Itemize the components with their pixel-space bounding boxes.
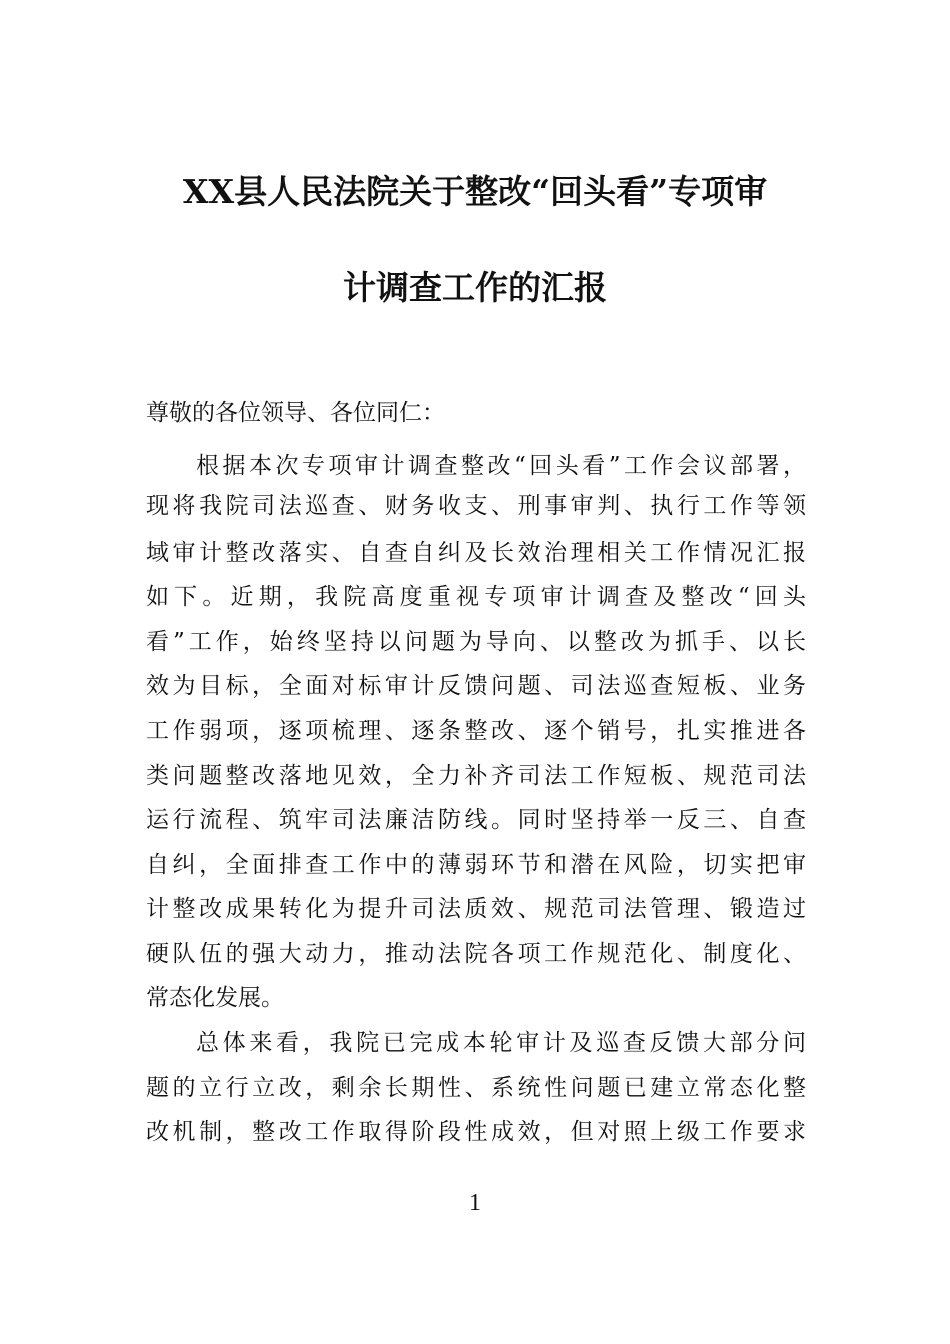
paragraph-2-line: 改机制，整改工作取得阶段性成效，但对照上级工作要求 (146, 1119, 806, 1145)
paragraph-2-line: 题的立行立改，剩余长期性、系统性问题已建立常态化整 (146, 1075, 806, 1101)
paragraph-2-line: 总体来看，我院已完成本轮审计及巡查反馈大部分问 (196, 1030, 806, 1056)
paragraph-1-line: 工作弱项，逐项梳理、逐条整改、逐个销号，扎实推进各 (146, 718, 806, 744)
paragraph-1-line: 效为目标，全面对标审计反馈问题、司法巡查短板、业务 (146, 673, 806, 699)
paragraph-1-line: 根据本次专项审计调查整改“回头看”工作会议部署， (196, 453, 806, 479)
salutation: 尊敬的各位领导、各位同仁： (146, 400, 445, 426)
paragraph-1-line: 看”工作，始终坚持以问题为导向、以整改为抓手、以长 (146, 629, 806, 655)
paragraph-1-line: 类问题整改落地见效，全力补齐司法工作短板、规范司法 (146, 763, 806, 789)
paragraph-1-line: 硬队伍的强大动力，推动法院各项工作规范化、制度化、 (146, 941, 806, 967)
paragraph-1-line: 现将我院司法巡查、财务收支、刑事审判、执行工作等领 (146, 493, 806, 519)
paragraph-1-line: 自纠，全面排查工作中的薄弱环节和潜在风险，切实把审 (146, 852, 806, 878)
paragraph-1-line: 计整改成果转化为提升司法质效、规范司法管理、锻造过 (146, 896, 806, 922)
paragraph-1-line: 常态化发展。 (146, 985, 284, 1011)
document-title-line-2: 计调查工作的汇报 (343, 268, 607, 307)
paragraph-1-line: 运行流程、筑牢司法廉洁防线。同时坚持举一反三、自查 (146, 807, 806, 833)
paragraph-1-line: 域审计整改落实、自查自纠及长效治理相关工作情况汇报 (146, 540, 806, 566)
document-title-line-1: XX县人民法院关于整改“回头看”专项审 (182, 172, 768, 211)
paragraph-1-line: 如下。近期，我院高度重视专项审计调查及整改“回头 (146, 584, 806, 610)
page-number: 1 (469, 1190, 481, 1216)
